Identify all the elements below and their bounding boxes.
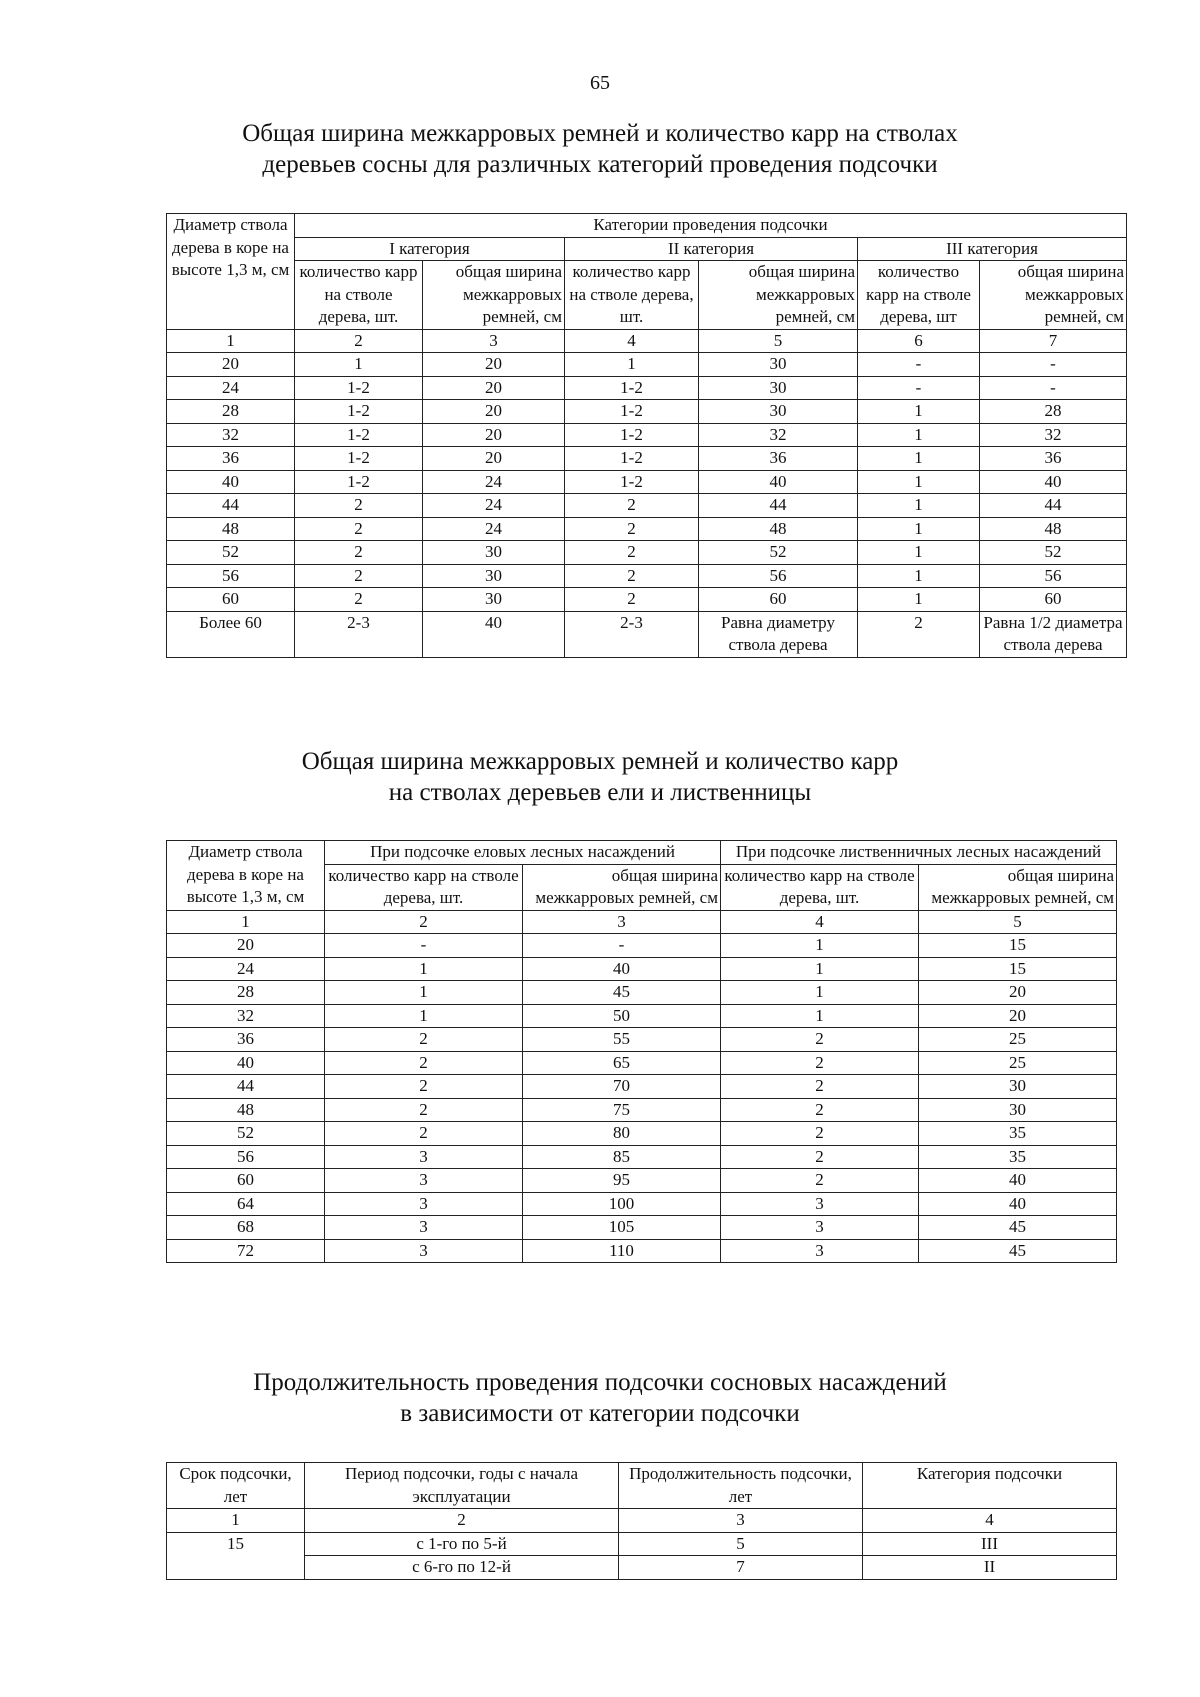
table-cell: 50 [523, 1004, 721, 1028]
table-cell: 24 [167, 957, 325, 981]
table-cell: 44 [167, 1075, 325, 1099]
table-cell: Более 60 [167, 611, 295, 657]
table-row [167, 1075, 1117, 1099]
table-cell: 1 [325, 1004, 523, 1028]
table-cell: 75 [523, 1098, 721, 1122]
table-cell: 2 [721, 1075, 919, 1099]
table-row [167, 588, 1127, 612]
column-number: 5 [699, 329, 858, 353]
count-header: количество карр на стволе дерева, шт [858, 261, 980, 330]
table-cell: 1 [858, 423, 980, 447]
table-cell: 28 [980, 400, 1127, 424]
table-cell: 30 [919, 1075, 1117, 1099]
table-cell: 68 [167, 1216, 325, 1240]
column-number: 4 [863, 1509, 1117, 1533]
table-cell: 60 [699, 588, 858, 612]
table-cell: 36 [699, 447, 858, 471]
table-row [167, 1216, 1117, 1240]
table-cell: 45 [919, 1216, 1117, 1240]
width-header: общая ширина межкарровых ремней, см [699, 261, 858, 330]
column-number: 3 [619, 1509, 863, 1533]
table-cell: 2 [565, 494, 699, 518]
table-cell: Равна 1/2 диаметра ствола дерева [980, 611, 1127, 657]
table-cell: 24 [423, 470, 565, 494]
column-number: 5 [919, 910, 1117, 934]
table-cell: 3 [325, 1239, 523, 1263]
table-cell: 40 [167, 470, 295, 494]
table-cell: - [325, 934, 523, 958]
table-row [167, 1098, 1117, 1122]
column-number: 3 [523, 910, 721, 934]
table-cell: 48 [980, 517, 1127, 541]
table-cell: 3 [721, 1192, 919, 1216]
table-cell: 55 [523, 1028, 721, 1052]
table-cell: 2 [565, 517, 699, 541]
table-cell: - [858, 376, 980, 400]
column-number: 4 [721, 910, 919, 934]
table-cell: 60 [167, 588, 295, 612]
table-cell: 3 [721, 1216, 919, 1240]
table-row [167, 1556, 1117, 1580]
table-row [167, 1532, 1117, 1556]
table-cell: 2-3 [565, 611, 699, 657]
table-cell: 80 [523, 1122, 721, 1146]
table-cell: 60 [167, 1169, 325, 1193]
table-cell: 45 [523, 981, 721, 1005]
category-3-header: III категория [858, 237, 1127, 261]
table-cell: 15 [919, 957, 1117, 981]
table-cell: 36 [167, 447, 295, 471]
table-cell: 1-2 [565, 470, 699, 494]
table-cell: 1 [858, 517, 980, 541]
table-cell: 2 [565, 541, 699, 565]
column-number: 6 [858, 329, 980, 353]
table-cell: 2 [565, 564, 699, 588]
table-cell: 2 [325, 1051, 523, 1075]
table-row [167, 1239, 1117, 1263]
table-cell: 2 [721, 1145, 919, 1169]
table-cell: 56 [167, 1145, 325, 1169]
category-2-header: II категория [565, 237, 858, 261]
table-cell: 2 [721, 1122, 919, 1146]
table-cell: 2 [295, 494, 423, 518]
table-cell: 105 [523, 1216, 721, 1240]
table-cell: 1 [721, 934, 919, 958]
count-header: количество карр на стволе дерева, шт. [325, 864, 523, 910]
table-cell: 1 [325, 957, 523, 981]
table-row [167, 611, 1127, 657]
table-cell: 20 [423, 423, 565, 447]
table-cell: 1 [858, 564, 980, 588]
table-cell: 2 [721, 1098, 919, 1122]
period-header: Период подсочки, годы с начала эксплуатации [305, 1463, 619, 1509]
table-row [167, 470, 1127, 494]
table-row [167, 1028, 1117, 1052]
column-number: 1 [167, 910, 325, 934]
table-cell: 60 [980, 588, 1127, 612]
table-cell: 30 [699, 353, 858, 377]
table-cell: 2 [858, 611, 980, 657]
column-number: 7 [980, 329, 1127, 353]
table-cell: 100 [523, 1192, 721, 1216]
table-cell: 48 [167, 517, 295, 541]
table-cell: 28 [167, 400, 295, 424]
table-row [167, 1145, 1117, 1169]
table-cell: 3 [325, 1169, 523, 1193]
count-header: количество карр на стволе дерева, шт. [295, 261, 423, 330]
table-cell: 45 [919, 1239, 1117, 1263]
table-cell: 24 [167, 376, 295, 400]
table-row [167, 376, 1127, 400]
table-cell: 40 [919, 1192, 1117, 1216]
table-cell: 2 [721, 1169, 919, 1193]
category-cell: II [863, 1556, 1117, 1580]
table-cell: 72 [167, 1239, 325, 1263]
table-cell: 40 [423, 611, 565, 657]
duration-cell: 5 [619, 1532, 863, 1556]
table-cell: 1 [325, 981, 523, 1005]
period-cell: с 1-го по 5-й [305, 1532, 619, 1556]
table-row [167, 423, 1127, 447]
table-cell: 56 [980, 564, 1127, 588]
page-number: 65 [590, 72, 610, 94]
table-cell: 24 [423, 494, 565, 518]
table-cell: 2 [295, 541, 423, 565]
table-cell: 1-2 [565, 376, 699, 400]
table-cell: 25 [919, 1028, 1117, 1052]
count-header: количество карр на стволе дерева, шт. [721, 864, 919, 910]
table-cell: 52 [167, 1122, 325, 1146]
column-numbers-row [167, 329, 1127, 353]
category-header: Категория подсочки [863, 1463, 1117, 1509]
table-row [167, 1192, 1117, 1216]
table-row [167, 400, 1127, 424]
diameter-header: Диаметр ствола дерева в коре на высоте 1,3 м, см [167, 841, 325, 911]
table-cell: 32 [167, 423, 295, 447]
column-number: 1 [167, 329, 295, 353]
width-header: общая ширина межкарровых ремней, см [919, 864, 1117, 910]
table-row [167, 1169, 1117, 1193]
table-cell: 40 [523, 957, 721, 981]
table-cell: 35 [919, 1145, 1117, 1169]
table-cell: 2 [325, 1098, 523, 1122]
table-cell: 65 [523, 1051, 721, 1075]
table-cell: 30 [919, 1098, 1117, 1122]
table2-title: Общая ширина межкарровых ремней и количество карр на стволах деревьев ели и лиственницы [301, 748, 899, 806]
table-cell: 20 [919, 981, 1117, 1005]
column-number: 1 [167, 1509, 305, 1533]
table-cell: 2 [325, 1122, 523, 1146]
table-cell: 40 [699, 470, 858, 494]
table-row [167, 564, 1127, 588]
table-cell: 2 [295, 564, 423, 588]
table-cell: 44 [699, 494, 858, 518]
table-cell: 95 [523, 1169, 721, 1193]
table-cell: 3 [325, 1145, 523, 1169]
table-row [167, 541, 1127, 565]
category-1-header: I категория [295, 237, 565, 261]
table-cell: 52 [980, 541, 1127, 565]
width-header: общая ширина межкарровых ремней, см [523, 864, 721, 910]
table-row [167, 353, 1127, 377]
table-cell: 20 [167, 934, 325, 958]
table-row [167, 447, 1127, 471]
table-cell: 2 [721, 1051, 919, 1075]
column-number: 3 [423, 329, 565, 353]
table-cell: 2 [325, 1028, 523, 1052]
table-cell: 2 [721, 1028, 919, 1052]
table-cell: 70 [523, 1075, 721, 1099]
spruce-header: При подсочке еловых лесных насаждений [325, 841, 721, 865]
table-cell: 1 [565, 353, 699, 377]
table-cell: 2 [295, 588, 423, 612]
table-cell: 1-2 [295, 470, 423, 494]
table-cell: 32 [699, 423, 858, 447]
category-cell: III [863, 1532, 1117, 1556]
table-cell: 1-2 [565, 400, 699, 424]
table-cell: 52 [167, 541, 295, 565]
table-row [167, 494, 1127, 518]
table-cell: 2 [325, 1075, 523, 1099]
term-header: Срок подсочки, лет [167, 1463, 305, 1509]
duration-cell: 7 [619, 1556, 863, 1580]
table-cell: - [980, 353, 1127, 377]
table-cell: 1-2 [565, 447, 699, 471]
table-cell: 1 [858, 588, 980, 612]
column-numbers-row [167, 910, 1117, 934]
table-cell: 1-2 [295, 447, 423, 471]
table-cell: 20 [423, 376, 565, 400]
table-cell: - [980, 376, 1127, 400]
table-cell: 20 [423, 400, 565, 424]
table-cell: 1 [858, 494, 980, 518]
width-header: общая ширина межкарровых ремней, см [980, 261, 1127, 330]
table-row [167, 1122, 1117, 1146]
table-cell: 35 [919, 1122, 1117, 1146]
table-cell: 36 [167, 1028, 325, 1052]
table-cell: 56 [699, 564, 858, 588]
table-row [167, 957, 1117, 981]
period-cell: с 6-го по 12-й [305, 1556, 619, 1580]
table-cell: 1 [721, 981, 919, 1005]
table-cell: 48 [699, 517, 858, 541]
table-cell: 3 [325, 1216, 523, 1240]
count-header: количество карр на стволе дерева, шт. [565, 261, 699, 330]
table-cell: 85 [523, 1145, 721, 1169]
table-row [167, 981, 1117, 1005]
table1-title: Общая ширина межкарровых ремней и количество карр на стволах деревьев сосны для различных категорий проведения подсочки [242, 120, 958, 178]
column-number: 4 [565, 329, 699, 353]
table-row [167, 1051, 1117, 1075]
table-cell: 3 [325, 1192, 523, 1216]
duration-header: Продолжительность подсочки, лет [619, 1463, 863, 1509]
table-cell: 44 [980, 494, 1127, 518]
table-cell: 110 [523, 1239, 721, 1263]
table-cell: 1 [858, 541, 980, 565]
table-cell: 1-2 [295, 400, 423, 424]
table-cell: 44 [167, 494, 295, 518]
larch-header: При подсочке лиственничных лесных насаждений [721, 841, 1117, 865]
table-cell: 24 [423, 517, 565, 541]
table-cell: 52 [699, 541, 858, 565]
table-cell: 15 [919, 934, 1117, 958]
table-cell: 40 [919, 1169, 1117, 1193]
table-cell: 32 [167, 1004, 325, 1028]
table-cell: 1 [721, 957, 919, 981]
table-cell: 30 [699, 400, 858, 424]
table-row [167, 934, 1117, 958]
table-cell: 30 [423, 588, 565, 612]
table-cell: 30 [699, 376, 858, 400]
tapping-duration-table [166, 1462, 1117, 1580]
table-cell: 2-3 [295, 611, 423, 657]
table-cell: 56 [167, 564, 295, 588]
table-cell: Равна диаметру ствола дерева [699, 611, 858, 657]
table-cell: 28 [167, 981, 325, 1005]
column-number: 2 [295, 329, 423, 353]
table-cell: 1 [858, 400, 980, 424]
table-cell: 48 [167, 1098, 325, 1122]
table-cell: 40 [980, 470, 1127, 494]
table-row [167, 517, 1127, 541]
column-numbers-row [167, 1509, 1117, 1533]
table-cell: 20 [423, 353, 565, 377]
diameter-header: Диаметр ствола дерева в коре на высоте 1,3 м, см [167, 214, 295, 330]
table-cell: 2 [565, 588, 699, 612]
table-row [167, 1004, 1117, 1028]
table-cell: 20 [167, 353, 295, 377]
term-cell: 15 [167, 1532, 305, 1579]
table-cell: 1-2 [295, 423, 423, 447]
table-cell: 32 [980, 423, 1127, 447]
table-cell: 1 [858, 447, 980, 471]
table-cell: 1-2 [295, 376, 423, 400]
table-cell: 30 [423, 564, 565, 588]
width-header: общая ширина межкарровых ремней, см [423, 261, 565, 330]
categories-header: Категории проведения подсочки [295, 214, 1127, 238]
table-cell: 1-2 [565, 423, 699, 447]
table-cell: - [523, 934, 721, 958]
table-cell: 64 [167, 1192, 325, 1216]
pine-tapping-table [166, 213, 1127, 658]
table-cell: 20 [919, 1004, 1117, 1028]
table-cell: 3 [721, 1239, 919, 1263]
table-cell: 1 [721, 1004, 919, 1028]
spruce-larch-tapping-table [166, 840, 1117, 1263]
table-cell: 25 [919, 1051, 1117, 1075]
table-cell: 20 [423, 447, 565, 471]
table-cell: 36 [980, 447, 1127, 471]
table-cell: 1 [295, 353, 423, 377]
table3-title: Продолжительность проведения подсочки сосновых насаждений в зависимости от категории подсочки [253, 1369, 947, 1427]
table-cell: 30 [423, 541, 565, 565]
table-cell: 1 [858, 470, 980, 494]
table-cell: - [858, 353, 980, 377]
table-cell: 40 [167, 1051, 325, 1075]
table-cell: 2 [295, 517, 423, 541]
column-number: 2 [325, 910, 523, 934]
column-number: 2 [305, 1509, 619, 1533]
